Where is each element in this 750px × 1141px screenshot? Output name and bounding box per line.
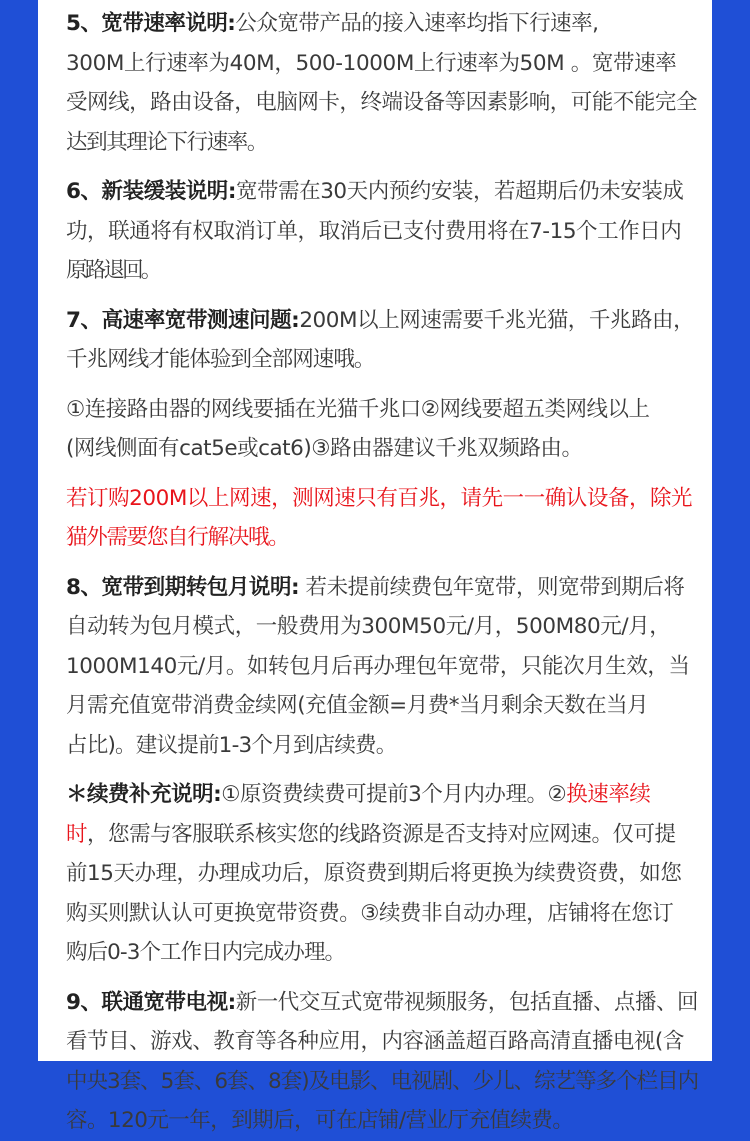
paragraph-s7b [66, 390, 712, 469]
body-text: 达到其理论下行速率。 [66, 129, 268, 155]
text-line [66, 212, 712, 252]
section-heading: 8、宽带到期转包月说明: [66, 574, 300, 600]
text-line [66, 775, 712, 815]
text-line [66, 123, 712, 163]
highlight-text: 猫外需要您自行解决哦。 [66, 525, 289, 550]
text-line [66, 726, 712, 766]
text-line [66, 390, 712, 430]
text-line [66, 429, 712, 469]
body-text: 前15天办理，办理成功后，原资费到期后将更换为续费资费，如您 [66, 861, 682, 886]
text-line [66, 933, 712, 973]
paragraph-s8 [66, 568, 712, 766]
text-line [66, 815, 712, 855]
body-text: 中央3套、5套、6套、8套)及电影、电视剧、少儿、综艺等多个栏目内 [66, 1068, 699, 1094]
paragraph-s5 [66, 4, 712, 162]
paragraph-gap [66, 380, 712, 390]
body-text: 若未提前续费包年宽带，则宽带到期后将 [299, 574, 685, 600]
paragraph-s9 [66, 983, 712, 1141]
paragraph-s7c [66, 479, 712, 558]
body-text: ①连接路由器的网线要插在光猫千兆口②网线要超五类网线以上 [66, 396, 650, 422]
body-text: 自动转为包月模式，一般费用为300M50元/月，500M80元/月， [66, 614, 671, 639]
text-line [66, 83, 712, 123]
body-text: 公众宽带产品的接入速率均指下行速率, [235, 11, 599, 36]
text-line [66, 686, 712, 726]
text-line [66, 479, 712, 519]
text-line [66, 172, 712, 212]
text-line [66, 1062, 712, 1102]
text-line [66, 4, 712, 44]
body-text: 300M上行速率为40M，500-1000M上行速率为50M 。宽带速率 [66, 50, 677, 76]
body-text: 宽带需在30天内预约安装，若超期后仍未安装成 [236, 179, 684, 204]
text-line [66, 568, 712, 608]
section-heading: 7、高速率宽带测速问题: [66, 307, 300, 333]
text-line [66, 894, 712, 934]
body-text: 新一代交互式宽带视频服务，包括直播、点播、回 [235, 989, 699, 1015]
body-text: 受网线，路由设备，电脑网卡，终端设备等因素影响，可能不能完全 [66, 90, 698, 115]
body-text: 容。120元一年，到期后，可在店铺/营业厅充值续费。 [66, 1108, 574, 1133]
paragraph-gap [66, 162, 712, 172]
body-text: ，您需与客服联系核实您的线路资源是否支持对应网速。仅可提 [87, 821, 676, 847]
paragraph-gap [66, 469, 712, 479]
paragraph-s6 [66, 172, 712, 291]
highlight-text: 时 [66, 821, 88, 847]
text-line [66, 340, 712, 380]
body-text: 购买则默认认可更换宽带资费。③续费非自动办理，店铺将在您订 [66, 900, 674, 926]
body-text: 占比)。建议提前1-3个月到店续费。 [66, 732, 397, 758]
paragraph-gap [66, 558, 712, 568]
text-line [66, 518, 712, 558]
section-heading: 5、宽带速率说明: [66, 11, 236, 36]
body-text: 看节目、游戏、教育等各种应用，内容涵盖超百路高清直播电视(含 [66, 1029, 684, 1054]
text-line [66, 647, 712, 687]
body-text: 原路退回。 [66, 258, 160, 283]
text-line [66, 1101, 712, 1141]
paragraph-s8b [66, 775, 712, 973]
body-text: ①原资费续费可提前3个月内办理。② [221, 782, 567, 807]
paragraph-gap [66, 291, 712, 301]
paragraph-gap [66, 765, 712, 775]
text-line [66, 607, 712, 647]
text-line [66, 983, 712, 1023]
paragraph-gap [66, 973, 712, 983]
highlight-text: 换速率续 [566, 782, 651, 807]
highlight-text: 若订购200M以上网速，测网速只有百兆，请先一一确认设备，除光 [66, 485, 693, 511]
body-text: 功，联通将有权取消订单，取消后已支付费用将在7-15个工作日内 [66, 218, 682, 244]
section-heading: 6、新装缓装说明: [66, 179, 236, 204]
text-line [66, 44, 712, 84]
section-heading: 9、联通宽带电视: [66, 989, 236, 1015]
body-text: 购后0-3个工作日内完成办理。 [66, 940, 346, 965]
body-text: 1000M140元/月。如转包月后再办理包年宽带，只能次月生效，当 [66, 653, 690, 679]
section-heading: ＊续费补充说明: [66, 782, 222, 807]
body-text: (网线侧面有cat5e或cat6)③路由器建议千兆双频路由。 [66, 436, 583, 461]
text-line [66, 251, 712, 291]
text-line [66, 854, 712, 894]
text-line [66, 301, 712, 341]
body-text: 月需充值宽带消费金续网(充值金额=月费*当月剩余天数在当月 [66, 693, 649, 718]
content-card [38, 0, 712, 1133]
body-text: 200M以上网速需要千兆光猫，千兆路由， [299, 307, 695, 333]
text-line [66, 1022, 712, 1062]
paragraph-s7 [66, 301, 712, 380]
body-text: 千兆网线才能体验到全部网速哦。 [66, 347, 375, 372]
